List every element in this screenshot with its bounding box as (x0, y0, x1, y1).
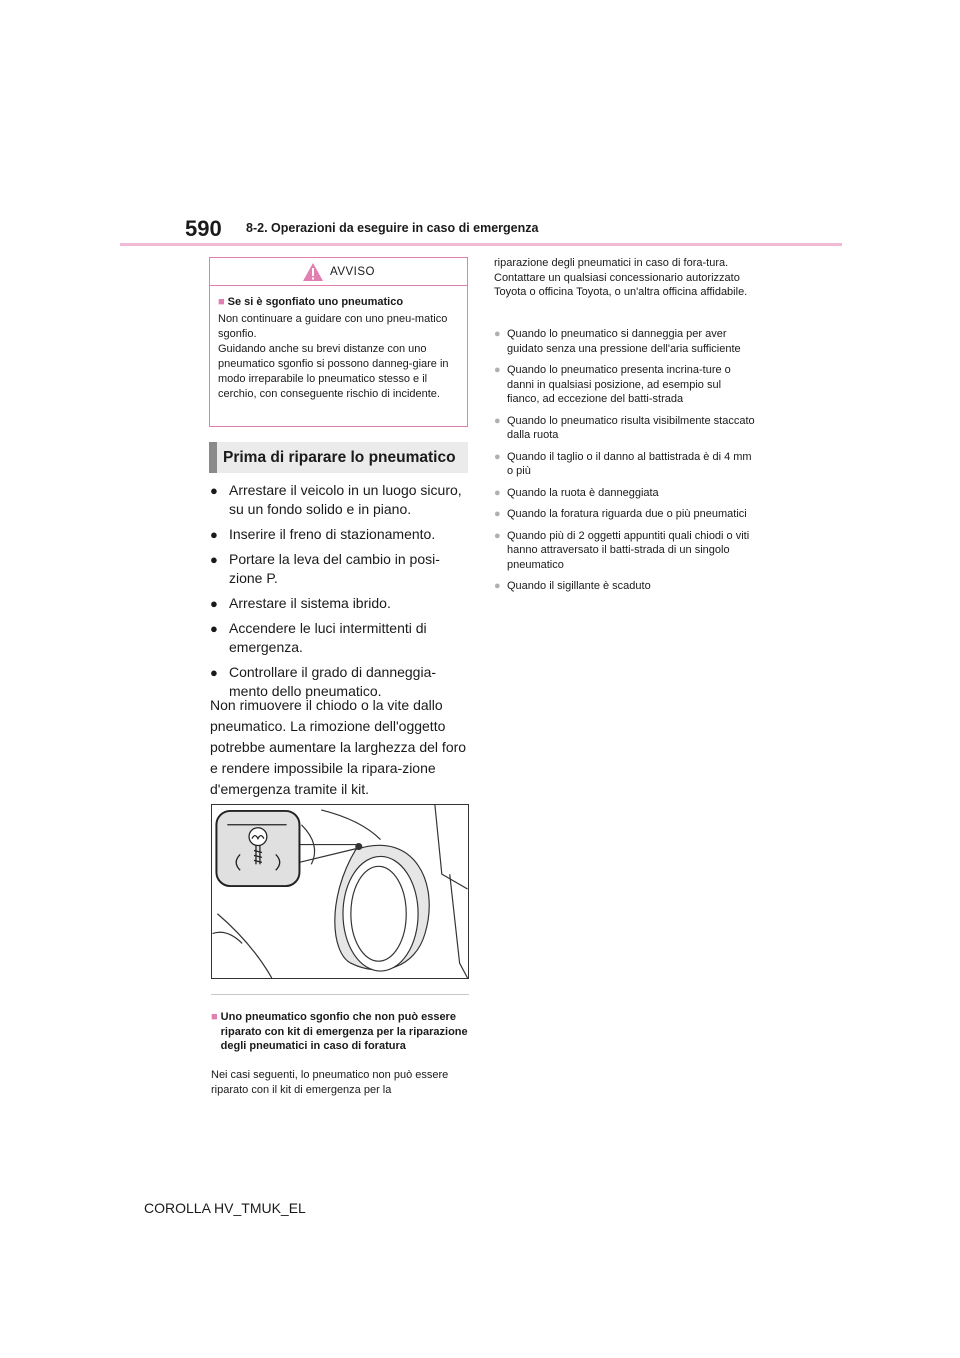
case-text: Quando la foratura riguarda due o più pneumatici (507, 508, 747, 520)
list-item (494, 450, 756, 479)
gray-circle-bullet-icon: ● (494, 486, 501, 499)
black-circle-bullet-icon: ● (210, 621, 218, 636)
case-text: Quando lo pneumatico presenta incrina-ture o danni in qualsiasi posizione, ad esempio sul fianco, ad eccezione del batti-strada (507, 364, 731, 405)
case-text: Quando lo pneumatico risulta visibilmente staccato dalla ruota (507, 414, 755, 441)
header-rule (120, 243, 842, 246)
warning-triangle-icon (302, 262, 324, 282)
warning-header (210, 258, 467, 286)
steps-list (210, 481, 472, 707)
step-text: Arrestare il sistema ibrido. (229, 595, 391, 611)
case-text: Quando più di 2 oggetti appuntiti quali chiodi o viti hanno attraversato il batti-strada di un singolo pneumatico (507, 529, 750, 571)
subsection-heading-text: Uno pneumatico sgonfio che non può essere riparato con kit di emergenza per la riparazione degli pneumatici in caso di foratura (220, 1011, 468, 1052)
subsection-heading (211, 1010, 469, 1054)
pink-square-icon: ■ (211, 1011, 218, 1023)
warning-subheading-text: Se si è sgonfiato uno pneumatico (227, 296, 404, 308)
gray-circle-bullet-icon: ● (494, 508, 501, 520)
page-number: 590 (185, 216, 222, 241)
case-text: Quando il sigillante è scaduto (507, 580, 651, 592)
gray-circle-bullet-icon: ● (494, 328, 501, 340)
warning-body: Non continuare a guidare con uno pneu-matico sgonfio. Guidando anche su brevi distanze con uno pneumatico sgonfio si possono danneg-giare in modo irreparabile lo pneumatico stesso e il cerchio, con conseguente rischio di incidente. (218, 313, 449, 400)
pink-square-icon: ■ (218, 296, 225, 308)
warning-box (209, 257, 468, 427)
list-item (210, 525, 472, 544)
gray-circle-bullet-icon: ● (494, 364, 501, 376)
black-circle-bullet-icon: ● (210, 527, 218, 542)
step-text: Arrestare il veicolo in un luogo sicuro, su un fondo solido e in piano. (229, 482, 462, 517)
list-item (494, 507, 756, 522)
section-title: 8-2. Operazioni da eseguire in caso di emergenza (246, 221, 539, 235)
case-text: Quando lo pneumatico si danneggia per aver guidato senza una pressione dell'aria sufficiente (507, 328, 741, 355)
subsection-intro: Nei casi seguenti, lo pneumatico non può essere riparato con il kit di emergenza per la (211, 1069, 449, 1096)
step-text: Accendere le luci intermittenti di emergenza. (229, 620, 427, 655)
tire-nail-illustration (211, 804, 469, 979)
black-circle-bullet-icon: ● (210, 596, 218, 611)
black-circle-bullet-icon: ● (210, 483, 218, 498)
subsection-intro-continued: riparazione degli pneumatici in caso di fora-tura. Contattare un qualsiasi concessionario autorizzato Toyota o officina Toyota, o un'altra officina affidabile. (494, 257, 748, 298)
black-circle-bullet-icon: ● (210, 665, 218, 680)
step-text: Portare la leva del cambio in posi-zione P. (229, 551, 440, 586)
list-item (494, 414, 756, 443)
step-text: Inserire il freno di stazionamento. (229, 526, 436, 542)
step-text: Controllare il grado di danneggia-mento dello pneumatico. (229, 664, 437, 699)
list-item (494, 327, 756, 356)
subsection-divider (211, 994, 469, 995)
list-item (494, 529, 756, 573)
footer-model: COROLLA HV_TMUK_EL (144, 1200, 306, 1216)
section-heading: Prima di riparare lo pneumatico (209, 442, 468, 473)
list-item (494, 579, 756, 594)
warning-label: AVVISO (330, 265, 375, 278)
list-item (494, 486, 756, 501)
cases-list (494, 327, 756, 601)
warning-subheading (218, 296, 467, 308)
list-item (210, 594, 472, 613)
case-text: Quando la ruota è danneggiata (507, 486, 659, 499)
black-circle-bullet-icon: ● (210, 552, 218, 567)
gray-circle-bullet-icon: ● (494, 414, 501, 427)
gray-circle-bullet-icon: ● (494, 580, 501, 592)
gray-circle-bullet-icon: ● (494, 450, 501, 463)
case-text: Quando il taglio o il danno al battistrada è di 4 mm o più (507, 450, 752, 477)
list-item (210, 481, 472, 519)
list-item (494, 363, 756, 407)
list-item (210, 619, 472, 657)
list-item (210, 550, 472, 588)
gray-circle-bullet-icon: ● (494, 529, 501, 542)
warning-paragraph: Non rimuovere il chiodo o la vite dallo pneumatico. La rimozione dell'oggetto potrebbe aumentare la larghezza del foro e rendere impossibile la ripara-zione d'emergenza tramite il kit. (210, 697, 467, 797)
